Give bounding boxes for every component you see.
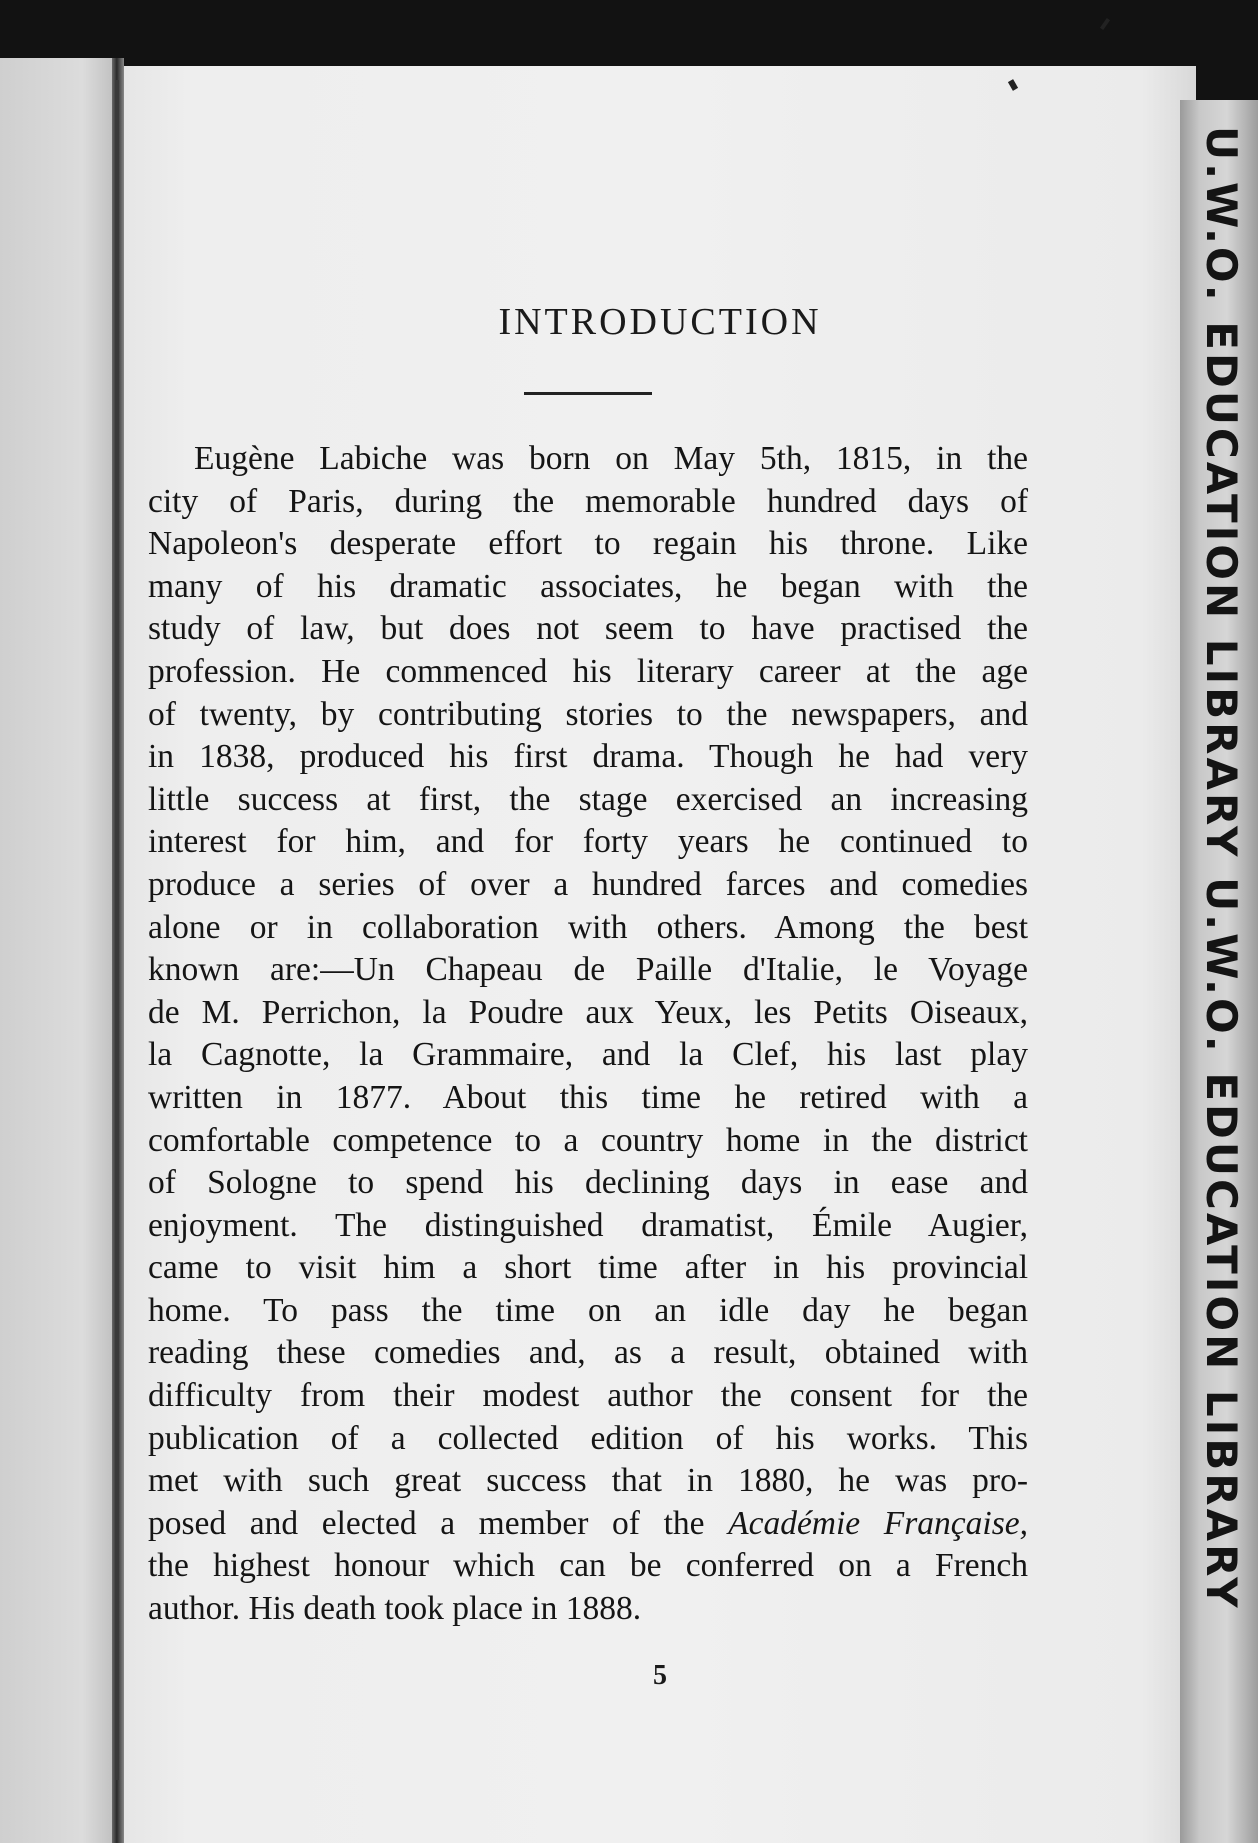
previous-page-edge	[0, 58, 118, 1843]
text-line: the highest honour which can be conferred on a French	[148, 1547, 1028, 1585]
text-line-with-italic	[148, 1503, 1028, 1546]
text-line: comfortable competence to a country home in the district	[148, 1121, 1028, 1159]
title-rule	[524, 392, 652, 395]
text-line: home. To pass the time on an idle day he began	[148, 1291, 1028, 1329]
text-line: known are:—Un Chapeau de Paille d'Italie, le Voyage	[148, 951, 1028, 989]
text-line: came to visit him a short time after in his provincial	[148, 1249, 1028, 1287]
introduction-text	[148, 438, 1028, 1631]
text-line: of twenty, by contributing stories to the newspapers, and	[148, 695, 1028, 733]
text-line: met with such great success that in 1880, he was pro-	[148, 1462, 1028, 1500]
text-line: study of law, but does not seem to have practised the	[148, 610, 1028, 648]
text-line: Napoleon's desperate effort to regain his throne. Like	[148, 525, 1028, 563]
text-line: in 1838, produced his first drama. Though he had very	[148, 738, 1028, 776]
text-line: Eugène Labiche was born on May 5th, 1815, in the	[194, 440, 1028, 477]
text-line: difficulty from their modest author the consent for the	[148, 1377, 1028, 1415]
page-number: 5	[653, 1660, 667, 1691]
text-line: reading these comedies and, as a result, obtained with	[148, 1334, 1028, 1372]
book-spine-label	[1180, 100, 1258, 1843]
text-line: little success at first, the stage exercised an increasing	[148, 780, 1028, 818]
text-line: enjoyment. The distinguished dramatist, Émile Augier,	[148, 1206, 1028, 1244]
text-line: many of his dramatic associates, he began with the	[148, 567, 1028, 605]
text-line: profession. He commenced his literary career at the age	[148, 652, 1028, 690]
text-line: de M. Perrichon, la Poudre aux Yeux, les Petits Oiseaux,	[148, 993, 1028, 1031]
text-line: publication of a collected edition of his works. This	[148, 1419, 1028, 1457]
text-segment: posed and elected a member of the	[148, 1504, 729, 1542]
spine-library-stamp: U.W.O. EDUCATION LIBRARY U.W.O. EDUCATION LIBRARY	[1197, 126, 1246, 1611]
text-line: la Cagnotte, la Grammaire, and la Clef, his last play	[148, 1036, 1028, 1074]
text-line: alone or in collaboration with others. Among the best	[148, 908, 1028, 946]
italic-phrase: Académie Française,	[728, 1504, 1028, 1542]
text-line: of Sologne to spend his declining days in ease and	[148, 1164, 1028, 1202]
text-line: produce a series of over a hundred farces and comedies	[148, 865, 1028, 903]
text-line: city of Paris, during the memorable hundred days of	[148, 482, 1028, 520]
page-title: INTRODUCTION	[498, 301, 822, 343]
gutter-line	[116, 80, 119, 1780]
text-line: written in 1877. About this time he retired with a	[148, 1078, 1028, 1116]
text-line: author. His death took place in 1888.	[148, 1590, 642, 1628]
text-line: interest for him, and for forty years he continued to	[148, 823, 1028, 861]
